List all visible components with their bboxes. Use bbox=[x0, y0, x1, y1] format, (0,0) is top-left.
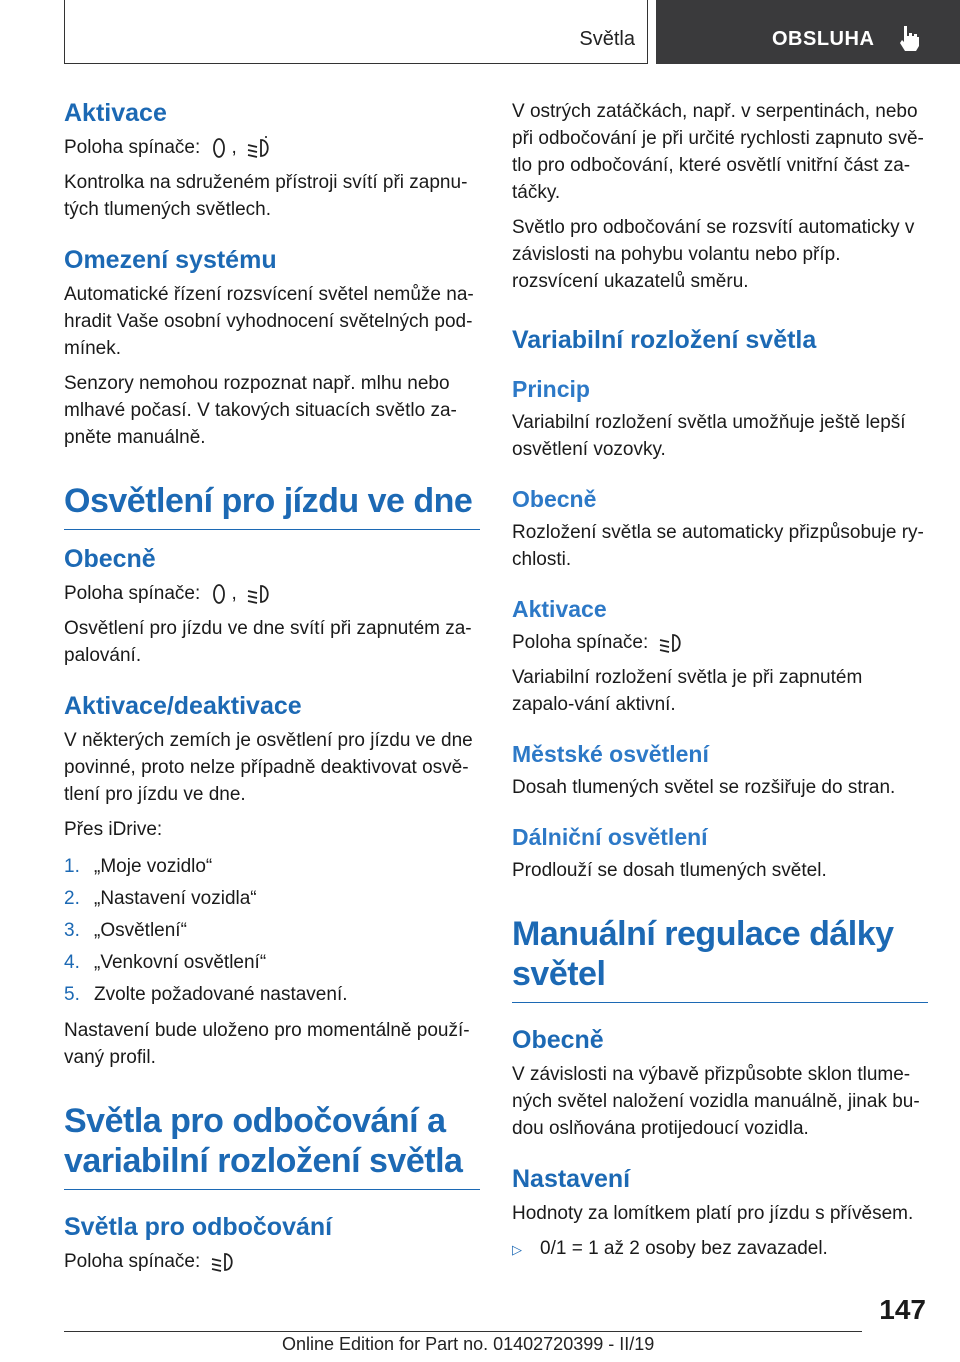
heading-activation: Aktivace bbox=[512, 596, 607, 622]
list-item: 1. „Moje vozidlo“ bbox=[64, 856, 213, 877]
idrive-steps-list bbox=[64, 851, 480, 1011]
heading-general: Obecně bbox=[512, 486, 597, 512]
principle-text: Variabilní rozložení světla umožňuje ještě lepší osvětlení vozovky. bbox=[512, 412, 906, 460]
low-beam-symbol-icon bbox=[210, 1250, 236, 1274]
header-section-title: Světla bbox=[579, 28, 635, 50]
list-item: 4. „Venkovní osvětlení“ bbox=[64, 952, 267, 973]
heading-activation-deactivation: Aktivace/deaktivace bbox=[64, 692, 302, 720]
footer-edition-text: Online Edition for Part no. 01402720399 - II/19 bbox=[282, 1334, 655, 1354]
limits-paragraph-1: Automatické řízení rozsvícení světel nemůže na-hradit Vaše osobní vyhodnocení světelných pod-mínek. bbox=[64, 284, 474, 359]
low-beam-symbol-icon bbox=[658, 631, 684, 655]
heading-highway-light: Dálniční osvětlení bbox=[512, 824, 708, 850]
header-chapter-title: OBSLUHA bbox=[772, 28, 875, 50]
footer-divider bbox=[64, 1331, 862, 1332]
auto-light-symbol-icon bbox=[210, 136, 228, 160]
heading-cornering-variable-light: Světla pro odbočování a variabilní rozložení světla bbox=[64, 1101, 480, 1190]
list-item: ▷ 0/1 = 1 až 2 osoby bez zavazadel. bbox=[512, 1235, 928, 1264]
switch-position-line: Poloha spínače: , bbox=[64, 134, 480, 161]
heading-setting: Nastavení bbox=[512, 1165, 631, 1193]
setting-text: Hodnoty za lomítkem platí pro jízdu s přívěsem. bbox=[512, 1203, 914, 1224]
idrive-label: Přes iDrive: bbox=[64, 819, 163, 840]
highway-light-text: Prodlouží se dosah tlumených světel. bbox=[512, 860, 827, 881]
low-beam-symbol-icon bbox=[246, 582, 272, 606]
drl-switch-position-line: Poloha spínače: , bbox=[64, 580, 480, 607]
variable-activation-text: Variabilní rozložení světla je při zapnutém zapalo-vání aktivní. bbox=[512, 667, 863, 715]
left-column bbox=[64, 98, 480, 1283]
low-beam-symbol-icon bbox=[246, 136, 272, 160]
limits-paragraph-2: Senzory nemohou rozpoznat např. mlhu nebo mlhavé počasí. V takových situacích světlo za-pněte manuálně. bbox=[64, 373, 457, 448]
page-number: 147 bbox=[879, 1294, 926, 1325]
cornering-switch-position-line: Poloha spínače: bbox=[64, 1248, 480, 1275]
variable-switch-position-line: Poloha spínače: bbox=[512, 629, 928, 656]
heading-system-limits: Omezení systému bbox=[64, 246, 277, 274]
list-item: 2. „Nastavení vozidla“ bbox=[64, 888, 257, 909]
heading-principle: Princip bbox=[512, 376, 590, 402]
heading-daytime-running-lights: Osvětlení pro jízdu ve dne bbox=[64, 481, 480, 530]
drl-text: Osvětlení pro jízdu ve dne svítí při zapnutém za-palování. bbox=[64, 618, 472, 666]
heading-activation: Aktivace bbox=[64, 99, 167, 127]
cornering-paragraph-1: V ostrých zatáčkách, např. v serpentinách, nebo při odbočování je při určité rychlosti zapnuto svě-tlo pro odbočování, které osvětlí vnitřní část za-táčky. bbox=[512, 101, 924, 203]
cornering-paragraph-2: Světlo pro odbočování se rozsvítí automaticky v závislosti na pohybu volantu nebo příp. rozsvícení ukazatelů směru. bbox=[512, 217, 915, 292]
saved-profile-text: Nastavení bude uloženo pro momentálně použí-vaný profil. bbox=[64, 1020, 470, 1068]
manual-general-text: V závislosti na výbavě přizpůsobte sklon tlume-ných světel naložení vozidla manuálně, jinak bu-dou oslňována protijedoucí vozidla. bbox=[512, 1064, 920, 1139]
heading-cornering-lights: Světla pro odbočování bbox=[64, 1213, 333, 1241]
heading-manual-headlight-range: Manuální regulace dálky světel bbox=[512, 914, 928, 1003]
pointing-hand-icon bbox=[896, 24, 922, 52]
header-chapter-tab bbox=[656, 0, 960, 64]
general-text: Rozložení světla se automaticky přizpůsobuje ry-chlosti. bbox=[512, 522, 924, 570]
list-item: 5. Zvolte požadované nastavení. bbox=[64, 984, 348, 1005]
activation-text: Kontrolka na sdruženém přístroji svítí při zapnu-tých tlumených světlech. bbox=[64, 172, 468, 220]
header-section-box bbox=[64, 0, 648, 64]
deactivation-text: V některých zemích je osvětlení pro jízdu ve dne povinné, proto nelze případně deaktivovat osvě-tlení pro jízdu ve dne. bbox=[64, 730, 473, 805]
triangle-bullet-icon: ▷ bbox=[512, 1242, 522, 1257]
heading-variable-light-distribution: Variabilní rozložení světla bbox=[512, 326, 817, 354]
auto-light-symbol-icon bbox=[210, 582, 228, 606]
list-item: 3. „Osvětlení“ bbox=[64, 920, 187, 941]
heading-drl-general: Obecně bbox=[64, 545, 156, 573]
heading-city-light: Městské osvětlení bbox=[512, 741, 709, 767]
setting-bullet-list bbox=[512, 1235, 928, 1264]
city-light-text: Dosah tlumených světel se rozšiřuje do stran. bbox=[512, 777, 896, 798]
heading-manual-general: Obecně bbox=[512, 1026, 604, 1054]
right-column bbox=[512, 98, 928, 1264]
